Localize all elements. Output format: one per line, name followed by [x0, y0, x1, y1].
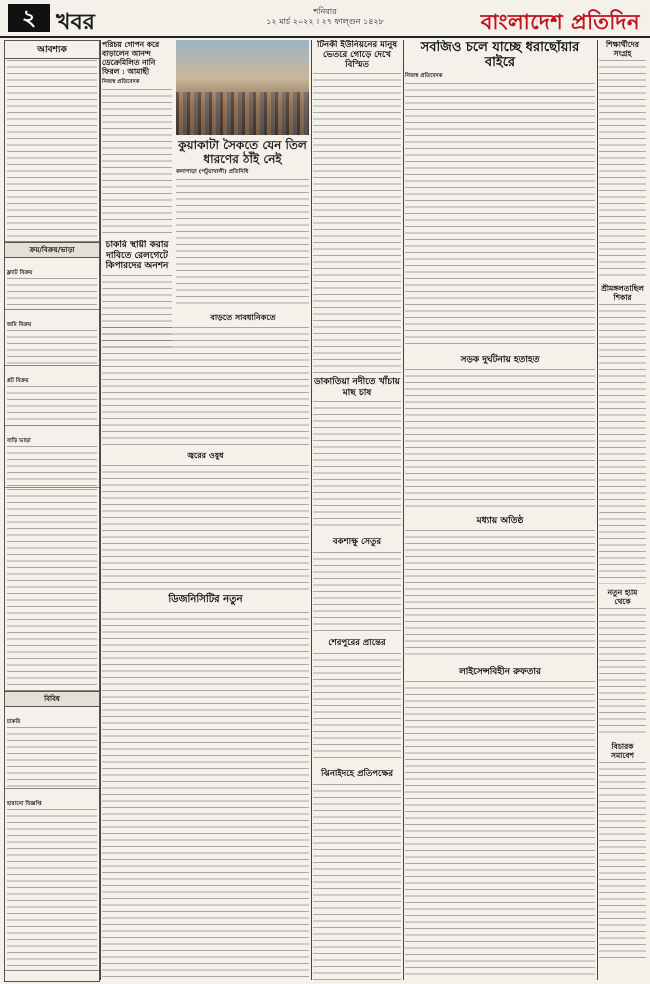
- classified-item: জমি বিক্রয়: [5, 310, 99, 366]
- column-rule: [100, 40, 101, 980]
- story-c-headline: বাড়তে সাবধানিকতে: [210, 312, 276, 322]
- column-rule: [403, 40, 404, 980]
- lead-story: [405, 40, 595, 980]
- classifieds-heading-sale: ক্রয়/বিক্রয়/ভাড়া: [5, 242, 99, 258]
- mid-story-1-headline: টিনকী ইউনিয়নের মানুষ ভেতরে গোড়ে দেখে বিস্মিত: [316, 40, 398, 70]
- classifieds-heading-misc: বিবিধ: [5, 691, 99, 707]
- story-b-headline: চাকরি স্থায়ী করার দাবিতে রেলগেটে কিপারদের অনশন: [105, 240, 169, 271]
- right-headline-4: বিচারক সমাবেশ: [611, 742, 634, 760]
- section-title: খবর: [56, 9, 95, 35]
- mid-column: [313, 40, 401, 980]
- photo-story-headline: কুয়াকাটা সৈকতে যেন তিল ধারণের ঠাঁই নেই: [178, 138, 307, 166]
- page-header: [0, 0, 650, 38]
- lead-subhead-mosquito: মধ্যায় অতিষ্ঠ: [476, 516, 524, 526]
- story-c: [102, 312, 309, 447]
- photo-story-byline: কলাপাড়া (পটুয়াখালী) প্রতিনিধি: [176, 169, 249, 175]
- dateline: [200, 7, 450, 27]
- page-number: ২: [8, 4, 50, 32]
- story-a-byline: নিজস্ব প্রতিবেদক: [102, 79, 140, 85]
- brand-logo: বাংলাদেশ প্রতিদিন: [480, 9, 640, 34]
- mid-story-3-headline: বকশাক্ষু সেতুর: [332, 537, 382, 547]
- lead-byline: নিজস্ব প্রতিবেদক: [405, 73, 443, 79]
- story-a-headline: পরিচয় গোপন করে বাড়ালেন আনন্দ ডেক্রেমিলিত নানি ফিরল : আমাছী: [102, 40, 160, 76]
- mid-story-2-headline: ডাকাতিয়া নদীতে খাঁচায় মাছ চাষ: [314, 377, 400, 398]
- mid-story-5-headline: ঝিনাইদহে প্রতিপক্ষের: [320, 769, 394, 779]
- lead-subhead-license: লাইসেন্সবিহীন রুফতার: [459, 667, 541, 677]
- mid-story-4-headline: শেরপুরের প্রান্তের: [328, 638, 386, 648]
- classified-block: [5, 488, 99, 691]
- story-a: [102, 40, 172, 235]
- weekday: শনিবার: [313, 7, 337, 16]
- story-d-headline: জ্বরের ওষুধ: [187, 450, 224, 460]
- classified-item: প্লট বিক্রয়: [5, 366, 99, 426]
- classified-item: ফ্ল্যাট বিক্রয়: [5, 258, 99, 310]
- classified-item: চাকরি: [5, 707, 99, 789]
- lead-headline: সবজিও চলে যাচ্ছে ধরাছোঁয়ার বাইরে: [420, 40, 580, 70]
- right-headline-3: নতুন হ্যাম থেকে: [607, 588, 638, 606]
- date: ১২ মার্চ ২০২২ । ২৭ ফাল্গুন ১৪২৮: [266, 17, 384, 26]
- classifieds-title: আবশ্যক: [5, 41, 99, 59]
- photo-story: [176, 40, 309, 310]
- story-d: [102, 450, 309, 590]
- classified-block: [5, 59, 99, 242]
- column-rule: [597, 40, 598, 980]
- lead-subhead-accident: সড়ক দুর্ঘটনায় হতাহত: [460, 355, 540, 365]
- right-headline-2: শ্রীমঙ্গলতাছিল শিকার: [601, 284, 644, 302]
- column-rule: [311, 40, 312, 980]
- classified-item: বাড়ি ভাড়া: [5, 426, 99, 488]
- beach-crowd-photo: [176, 40, 309, 135]
- classifieds-column: [4, 40, 100, 982]
- right-column: [599, 40, 646, 980]
- classified-item: হারানো বিজ্ঞপ্তি: [5, 789, 99, 971]
- right-headline-1: শিক্ষার্থীদের সংগ্রহ: [606, 40, 639, 58]
- story-e: [102, 592, 309, 980]
- story-e-headline: ডিজনিসিটির নতুন: [168, 594, 243, 605]
